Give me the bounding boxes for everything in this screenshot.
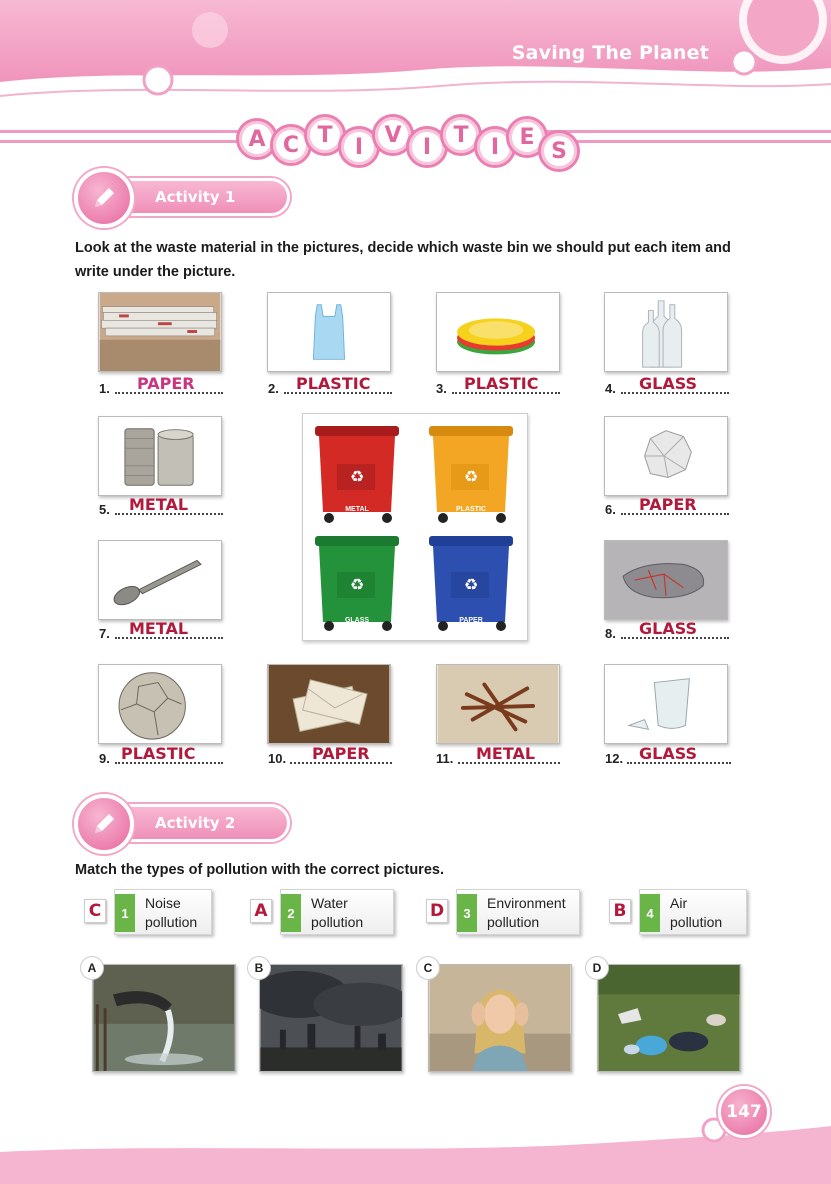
answer-text[interactable]: PAPER bbox=[312, 744, 370, 763]
activity-2-banner bbox=[74, 794, 294, 854]
instruction-line: write under the picture. bbox=[75, 264, 236, 280]
answer-line-12 bbox=[605, 744, 731, 766]
match-item-2 bbox=[250, 889, 400, 935]
activity-2-instruction: Match the types of pollution with the correct pictures. bbox=[75, 862, 444, 878]
picture-drain-pipe-water bbox=[92, 964, 236, 1072]
match-card bbox=[456, 889, 580, 935]
answer-line-10 bbox=[268, 744, 392, 766]
match-card bbox=[114, 889, 212, 935]
footer-band bbox=[0, 1110, 831, 1184]
bin-label-plastic: PLASTIC bbox=[456, 506, 486, 513]
activity-1-banner bbox=[74, 168, 294, 228]
picture-broken-glass bbox=[604, 540, 728, 620]
pencil-icon bbox=[74, 794, 134, 854]
match-number: 1 bbox=[115, 894, 135, 932]
answer-line-6 bbox=[605, 495, 729, 517]
picture-old-ball bbox=[98, 664, 222, 744]
heading-letter: C bbox=[270, 124, 312, 166]
answer-line-8 bbox=[605, 619, 729, 641]
match-answer[interactable]: B bbox=[609, 899, 631, 923]
answer-line-9 bbox=[99, 744, 223, 766]
unit-title: Saving The Planet bbox=[511, 42, 709, 64]
match-text bbox=[145, 894, 197, 932]
picture-letter: D bbox=[585, 956, 609, 980]
item-number: 11. bbox=[436, 751, 454, 766]
picture-letter: A bbox=[80, 956, 104, 980]
answer-text[interactable]: GLASS bbox=[639, 374, 698, 393]
picture-girl-covering-ears bbox=[428, 964, 572, 1072]
match-text bbox=[311, 894, 363, 932]
answer-text[interactable]: GLASS bbox=[639, 744, 698, 763]
item-number: 6. bbox=[605, 502, 616, 517]
answer-text[interactable]: PLASTIC bbox=[464, 374, 539, 393]
activity-pill bbox=[114, 178, 290, 216]
answer-text[interactable]: PLASTIC bbox=[296, 374, 371, 393]
heading-letter: T bbox=[304, 114, 346, 156]
answer-text[interactable]: PAPER bbox=[137, 374, 195, 393]
picture-plastic-bag bbox=[267, 292, 391, 372]
activity-pill bbox=[114, 804, 290, 842]
heading-letter: A bbox=[236, 118, 278, 160]
heading-letter: I bbox=[338, 126, 380, 168]
answer-text[interactable]: METAL bbox=[476, 744, 536, 763]
answer-line-5 bbox=[99, 495, 223, 517]
picture-spoon bbox=[98, 540, 222, 620]
match-line: pollution bbox=[145, 914, 198, 930]
picture-envelopes bbox=[267, 664, 391, 744]
svg-text:♻: ♻ bbox=[349, 575, 365, 594]
match-number: 4 bbox=[640, 894, 660, 932]
match-line: Environment bbox=[487, 895, 566, 911]
match-answer[interactable]: C bbox=[84, 899, 106, 923]
page-number: 147 bbox=[718, 1086, 770, 1138]
match-line: pollution bbox=[311, 914, 364, 930]
heading-letter: E bbox=[506, 116, 548, 158]
match-answer[interactable]: D bbox=[426, 899, 448, 923]
answer-text[interactable]: METAL bbox=[129, 619, 189, 638]
answer-line-7 bbox=[99, 619, 223, 641]
match-item-4 bbox=[609, 889, 749, 935]
bin-label-paper: PAPER bbox=[459, 617, 483, 624]
svg-text:♻: ♻ bbox=[463, 467, 479, 486]
match-card bbox=[639, 889, 747, 935]
picture-rusty-nails bbox=[436, 664, 560, 744]
picture-newspapers bbox=[98, 292, 222, 372]
picture-glass-bottles bbox=[604, 292, 728, 372]
heading-letter: T bbox=[440, 114, 482, 156]
item-number: 2. bbox=[268, 381, 279, 396]
svg-text:♻: ♻ bbox=[463, 575, 479, 594]
match-item-1 bbox=[84, 889, 214, 935]
match-item-3 bbox=[426, 889, 586, 935]
item-number: 10. bbox=[268, 751, 287, 766]
match-line: Noise bbox=[145, 895, 181, 911]
picture-letter: C bbox=[416, 956, 440, 980]
recycling-bins-picture bbox=[302, 413, 528, 641]
answer-text[interactable]: PAPER bbox=[639, 495, 697, 514]
page-number-badge bbox=[712, 1086, 774, 1138]
heading-letter: I bbox=[406, 126, 448, 168]
match-number: 3 bbox=[457, 894, 477, 932]
answer-line-4 bbox=[605, 374, 729, 396]
answer-line-1 bbox=[99, 374, 223, 396]
pencil-icon bbox=[74, 168, 134, 228]
answer-line-2 bbox=[268, 374, 392, 396]
answer-text[interactable]: METAL bbox=[129, 495, 189, 514]
match-line: pollution bbox=[670, 914, 723, 930]
picture-smoky-city bbox=[259, 964, 403, 1072]
activity-1-label: Activity 1 bbox=[155, 188, 236, 206]
item-number: 8. bbox=[605, 626, 616, 641]
answer-line-3 bbox=[436, 374, 560, 396]
match-line: pollution bbox=[487, 914, 540, 930]
activities-heading bbox=[236, 110, 586, 176]
match-text bbox=[487, 894, 566, 932]
answer-line-11 bbox=[436, 744, 560, 766]
item-number: 12. bbox=[605, 751, 624, 766]
match-number: 2 bbox=[281, 894, 301, 932]
activity-1-instruction bbox=[75, 236, 731, 284]
svg-text:♻: ♻ bbox=[349, 467, 365, 486]
match-line: Water bbox=[311, 895, 348, 911]
heading-letter: V bbox=[372, 114, 414, 156]
item-number: 9. bbox=[99, 751, 110, 766]
picture-letter: B bbox=[247, 956, 271, 980]
heading-letter: I bbox=[474, 126, 516, 168]
item-number: 1. bbox=[99, 381, 110, 396]
bin-label-metal: METAL bbox=[345, 506, 369, 513]
picture-tin-cans bbox=[98, 416, 222, 496]
item-number: 3. bbox=[436, 381, 447, 396]
answer-text[interactable]: PLASTIC bbox=[121, 744, 196, 763]
item-number: 4. bbox=[605, 381, 616, 396]
match-card bbox=[280, 889, 394, 935]
picture-litter-on-grass bbox=[597, 964, 741, 1072]
instruction-line: Look at the waste material in the pictures, decide which waste bin we should put each item and bbox=[75, 240, 731, 256]
heading-letter: S bbox=[538, 130, 580, 172]
item-number: 7. bbox=[99, 626, 110, 641]
picture-broken-cup bbox=[604, 664, 728, 744]
item-number: 5. bbox=[99, 502, 110, 517]
answer-text[interactable]: GLASS bbox=[639, 619, 698, 638]
bin-label-glass: GLASS bbox=[344, 617, 370, 624]
match-line: Air bbox=[670, 895, 688, 911]
picture-plastic-plates bbox=[436, 292, 560, 372]
picture-crumpled-paper bbox=[604, 416, 728, 496]
activity-2-label: Activity 2 bbox=[155, 814, 236, 832]
match-answer[interactable]: A bbox=[250, 899, 272, 923]
match-text bbox=[670, 894, 722, 932]
